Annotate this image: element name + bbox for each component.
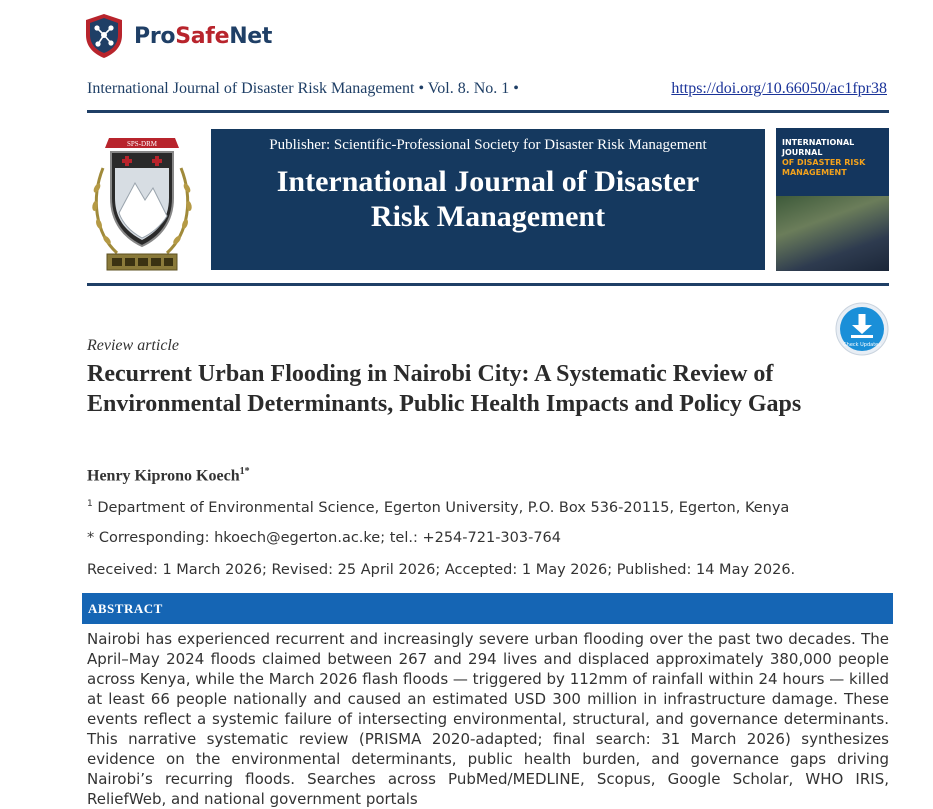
journal-banner [211,129,765,270]
society-emblem [87,128,197,273]
header-rule-top [87,110,889,113]
network-shield-icon [84,13,124,59]
journal-citation-line: International Journal of Disaster Risk Management • Vol. 8. No. 1 • [87,80,519,97]
cover-photo [776,196,889,271]
journal-title-line-1: International Journal of Disaster [276,165,700,198]
article-dates: Received: 1 March 2026; Revised: 25 April 2026; Accepted: 1 May 2026; Published: 14 May 2026. [87,562,796,578]
header-rule-bottom [87,283,889,286]
author-name: Henry Kiprono Koech$^{1*}$ [87,466,250,485]
affiliation: $^1$ Department of Environmental Science, Egerton University, P.O. Box 536-20115, Egerton, Kenya [87,499,790,516]
journal-cover-thumbnail [776,128,889,271]
publisher-name: Publisher: Scientific-Professional Society for Disaster Risk Management [269,137,707,153]
article-type: Review article [87,337,179,354]
journal-title [211,164,765,234]
article-title: Recurrent Urban Flooding in Nairobi City: A Systematic Review of Environmental Determinants, Public Health Impacts and Policy Gaps [87,361,802,417]
emblem-ribbon-text: SPS-DRM [127,140,157,148]
check-updates-badge[interactable] [835,302,889,356]
check-updates-label: Check Updates [843,342,881,348]
affiliation-superscript: 1 [87,499,93,509]
prosafenet-logo[interactable] [84,12,272,60]
logo-wordmark: ProSafeNet [134,23,273,49]
cover-title-line-2: OF DISASTER RISK [782,158,866,167]
abstract-heading: ABSTRACT [88,601,163,616]
journal-title-line-2: Risk Management [370,200,606,233]
cover-title-line-3: MANAGEMENT [782,168,847,177]
doi-link[interactable]: https://doi.org/10.66050/ac1fpr38 [671,80,887,97]
author-superscript: 1* [239,466,250,477]
abstract-heading-bar [82,593,893,624]
corresponding-author: * Corresponding: hkoech@egerton.ac.ke; tel.: +254-721-303-764 [87,530,562,546]
abstract-text: Nairobi has experienced recurrent and increasingly severe urban flooding over the past two decades. The April–May 2024 floods claimed between 267 and 294 lives and displaced approximately 380,000 people across Kenya, while the March 2026 flash floods — triggered by 112mm of rainfall within 24 hours — killed at least 66 people nationally and caused an estimated USD 300 million in infrastructure damage. These events reflect a systemic failure of intersecting environmental, structural, and governance determinants. This narrative systematic review (PRISMA 2020-adapted; final search: 31 March 2026) synthesizes evidence on the environmental determinants, public health burden, and governance gaps driving Nairobi’s recurring floods. Searches across PubMed/MEDLINE, Scopus, Google Scholar, WHO IRIS, ReliefWeb, and national government portals [87,630,889,808]
cover-title-line-1: INTERNATIONAL JOURNAL [782,138,855,157]
